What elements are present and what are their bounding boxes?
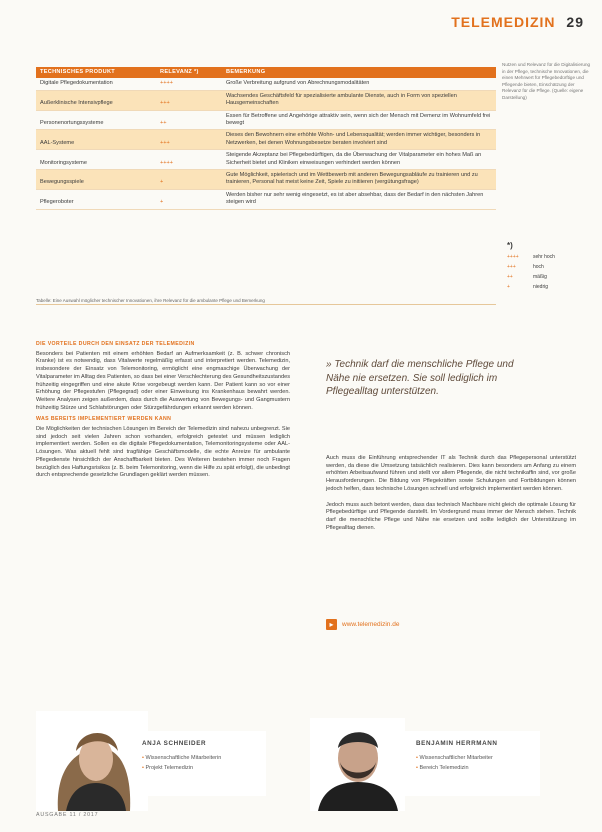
cell-relevance: + [156, 170, 222, 190]
body-paragraph: Jedoch muss auch betont werden, dass das technisch Machbare nicht gleich die optimale Lösung für Pflegebedürftige und Pflegende darstellt. Im Vordergrund muss immer der Mensch stehen. Technik darf die menschliche Pflege und Nähe nie ersetzen und sollte lediglich der Unterstützung im Pflegealltag dienen. [326, 501, 577, 531]
page-header [451, 14, 584, 30]
table-row [36, 78, 496, 90]
cell-product: Digitale Pflegedokumentation [36, 78, 156, 90]
table-row [36, 130, 496, 150]
author-role: • Bereich Telemedizin [416, 763, 493, 773]
legend-item [507, 252, 567, 262]
author-roles [416, 753, 493, 773]
cell-product: AAL-Systeme [36, 130, 156, 150]
col-header-relevance: RELEVANZ *) [156, 67, 222, 78]
table-sidenote: Nutzen und Relevanz für die Digitalisierung in der Pflege, technische Innovationen, die einen Mehrwert für Pflegebedürftige und Pflegende bieten, Einschätzung der Relevanz für die Pflege. (Quelle: eigene Darstellung) [502, 62, 591, 100]
cell-relevance: +++ [156, 130, 222, 150]
cell-remark: Werden bisher nur sehr wenig eingesetzt, es ist aber absehbar, dass der Bedarf in den nächsten Jahren steigen wird [222, 189, 496, 209]
body-paragraph: Besonders bei Patienten mit einem erhöhten Bedarf an Aufmerksamkeit (z. B. schwer chronisch Kranke) ist es notwendig, dass Vitalwerte regelmäßig erfasst und interpretiert werden. Telemedizin, insbesondere der Einsatz von Telemonitoring, ermöglicht eine engmaschige Überwachung der Vitalparameter im Alltag des Patienten, so dass bei einer Verschlechterung des Gesundheitszustandes frühzeitig eingegriffen und eine akute Krise vorgebeugt werden kann. Der Patient kann so vor einer Erhöhung der Pflegestufen (Pflegegrad) oder einer Einweisung ins Krankenhaus bewahrt werden. Weitere Analysen zeigen außerdem, dass durch die Auswertung von Bewegungs- und Gangmustern frühzeitig Stürze und Schlafstörungen oder Stürzgefährdungen erkannt werden können. [36, 350, 290, 411]
author-role: • Wissenschaftlicher Mitarbeiter [416, 753, 493, 763]
cell-product: Bewegungsspiele [36, 170, 156, 190]
cell-product: Außerklinische Intensivpflege [36, 90, 156, 110]
cell-product: Monitoringsysteme [36, 150, 156, 170]
web-link[interactable] [326, 619, 399, 630]
table-header-row [36, 67, 496, 78]
cell-relevance: + [156, 189, 222, 209]
relevance-table [36, 67, 496, 210]
table-row [36, 110, 496, 130]
col-header-remark: BEMERKUNG [222, 67, 496, 78]
relevance-legend [507, 240, 567, 292]
cell-product: Pflegeroboter [36, 189, 156, 209]
author-role: • Projekt Telemedizin [142, 763, 221, 773]
web-link-text[interactable]: www.telemedizin.de [342, 621, 400, 628]
cell-remark: Dieses den Bewohnern eine erhöhte Wohn- und Lebensqualität; werden immer wichtiger, besonders in Netzwerken, bei denen Wohnungsbesetze beraten involviert sind [222, 130, 496, 150]
article-column-left [36, 341, 290, 483]
legend-item [507, 282, 567, 292]
page-number: 29 [566, 14, 584, 30]
cell-remark: Essen für Betroffene und Angehörige attraktiv sein, wenn sich der Mensch mit Demenz im Wohnumfeld frei bewegt [222, 110, 496, 130]
table-row [36, 189, 496, 209]
arrow-right-icon: ▸ [326, 619, 337, 630]
legend-title: *) [507, 241, 513, 250]
cell-product: Personenortungssysteme [36, 110, 156, 130]
author-name: BENJAMIN HERRMANN [416, 740, 498, 747]
legend-item [507, 272, 567, 282]
legend-item [507, 262, 567, 272]
section-title: TELEMEDIZIN [451, 14, 556, 30]
table-row [36, 150, 496, 170]
table-row [36, 90, 496, 110]
cell-relevance: ++++ [156, 150, 222, 170]
cell-relevance: +++ [156, 90, 222, 110]
cell-remark: Gute Möglichkeit, spielerisch und im Wettbewerb mit anderen Bewegungsabläufe zu trainieren und zu trainieren, Personal hat meist keine Zeit, Spiele zu initiieren (vergütungsfrage) [222, 170, 496, 190]
col-header-product: TECHNISCHES PRODUKT [36, 67, 156, 78]
cell-remark: Steigende Akzeptanz bei Pflegebedürftigen, da die Überwachung der Vitalparameter ein hohes Maß an Sicherheit bietet und Kliniken einweisungen verhindert werden können [222, 150, 496, 170]
table-caption: Tabelle: Eine Auswahl möglicher technischer Innovationen, ihre Relevanz für die ambulante Pflege und Bemerkung [36, 298, 265, 303]
author-photo [310, 718, 405, 811]
legend-label: mäßig [533, 274, 547, 280]
cell-relevance: ++ [156, 110, 222, 130]
author-photo [36, 711, 148, 811]
legend-label: sehr hoch [533, 254, 555, 260]
subheading: DIE VORTEILE DURCH DEN EINSATZ DER TELEMEDIZIN [36, 341, 195, 347]
author-roles [142, 753, 221, 773]
legend-key: ++ [507, 274, 513, 280]
pull-quote: » Technik darf die menschliche Pflege und Nähe nie ersetzen. Sie soll lediglich im Pflegealltag unterstützen. [326, 359, 514, 397]
legend-label: niedrig [533, 284, 549, 290]
legend-key: + [507, 284, 510, 290]
legend-key: ++++ [507, 254, 519, 260]
author-name: ANJA SCHNEIDER [142, 740, 207, 747]
cell-remark: Wachsendes Geschäftsfeld für spezialisierte ambulante Dienste, auch in Form von speziellen Hausgemeinschaften [222, 90, 496, 110]
cell-relevance: ++++ [156, 78, 222, 90]
section-divider [36, 304, 496, 305]
subheading: WAS BEREITS IMPLEMENTIERT WERDEN KANN [36, 416, 172, 423]
article-column-right [326, 455, 576, 535]
author-role: • Wissenschaftliche Mitarbeiterin [142, 753, 221, 763]
table-row [36, 170, 496, 190]
legend-label: hoch [533, 264, 544, 270]
body-paragraph: Die Möglichkeiten der technischen Lösungen im Bereich der Telemedizin sind nahezu unbegrenzt. Sie sind jedoch seit vielen Jahren schon vorhanden, erfolgreich getestet und müssen lediglich implementiert werden. Sollen es die digitale Pflegedokumentation, Telemonitoringsysteme oder AAL-Lösungen. Was aktuell fehlt sind tragfähige Geschäftsmodelle, die echte Anreize für ambulante Pflegedienste hinsichtlich der Anschaffbarkeit bieten. Des Weiteren bestehen immer noch Fragen bezüglich des Haftungsrisikos (z. B. beim Telemonitoring, wenn die Hilfe zu spät erfolgt), die unbedingt durch entsprechende gesetzliche Grundlagen geklärt werden müssen. [36, 426, 290, 479]
page-footer: AUSGABE 11 / 2017 [36, 812, 99, 818]
legend-key: +++ [507, 264, 516, 270]
body-paragraph: Auch muss die Einführung entsprechender IT als Technik durch das Pflegepersonal unterstützt werden, da diese die Umsetzung tatsächlich realisieren. Dies kann besonders am Anfang zu einem erhöhten Arbeitsaufwand führen und stellt vor allem Pflegende, die nicht technikaffin sind, vor große Herausforderungen. Die Bildung von Pflegekräften sowie Schulungen und Fortbildungen können jedoch helfen, dass technische Lösungen schnell und erfolgreich implementiert werden können. [326, 455, 576, 492]
cell-remark: Große Verbreitung aufgrund von Abrechnungsmodalitäten [222, 78, 496, 90]
